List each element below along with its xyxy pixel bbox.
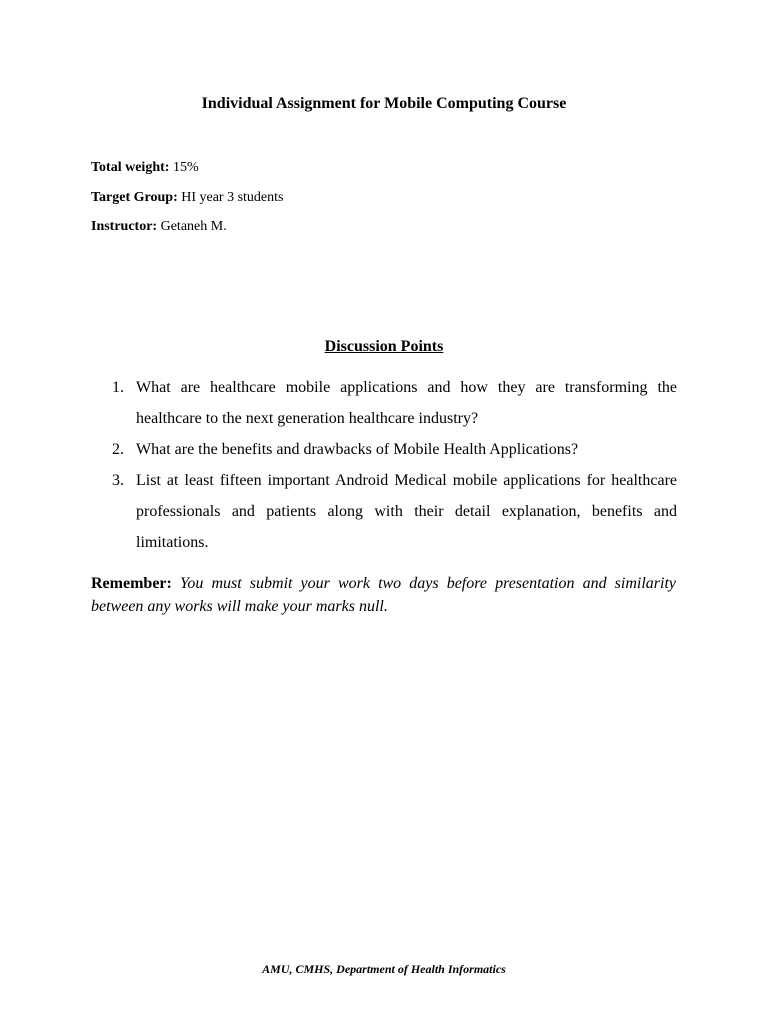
discussion-points-list bbox=[91, 372, 677, 558]
instructor-line bbox=[91, 218, 227, 236]
point-text: What are healthcare mobile applications and how they are transforming the healthcare to the next generation healthcare industry? bbox=[136, 379, 677, 427]
point-number: 2. bbox=[112, 441, 124, 458]
total-weight-label: Total weight: bbox=[91, 160, 170, 175]
total-weight-line bbox=[91, 159, 199, 177]
target-group-label: Target Group: bbox=[91, 190, 178, 205]
target-group-value: HI year 3 students bbox=[181, 190, 284, 205]
point-number: 1. bbox=[112, 379, 124, 396]
discussion-point bbox=[91, 434, 677, 465]
discussion-points-heading: Discussion Points bbox=[324, 338, 444, 355]
instructor-value: Getaneh M. bbox=[160, 219, 227, 234]
discussion-point bbox=[91, 372, 677, 434]
remember-label: Remember: bbox=[91, 575, 172, 592]
instructor-label: Instructor: bbox=[91, 219, 158, 234]
target-group-line bbox=[91, 189, 284, 207]
remember-text: You must submit your work two days before presentation and similarity between any works will make your marks null. bbox=[91, 575, 676, 615]
total-weight-value: 15% bbox=[172, 160, 199, 175]
point-number: 3. bbox=[112, 472, 124, 489]
page-title: Individual Assignment for Mobile Computing Course bbox=[201, 95, 567, 112]
page-footer: AMU, CMHS, Department of Health Informatics bbox=[262, 962, 506, 976]
discussion-point bbox=[91, 465, 677, 558]
point-text: List at least fifteen important Android Medical mobile applications for healthcare professionals and patients along with their detail explanation, benefits and limitations. bbox=[136, 472, 677, 551]
point-text: What are the benefits and drawbacks of Mobile Health Applications? bbox=[136, 441, 579, 458]
remember-note bbox=[91, 572, 676, 618]
